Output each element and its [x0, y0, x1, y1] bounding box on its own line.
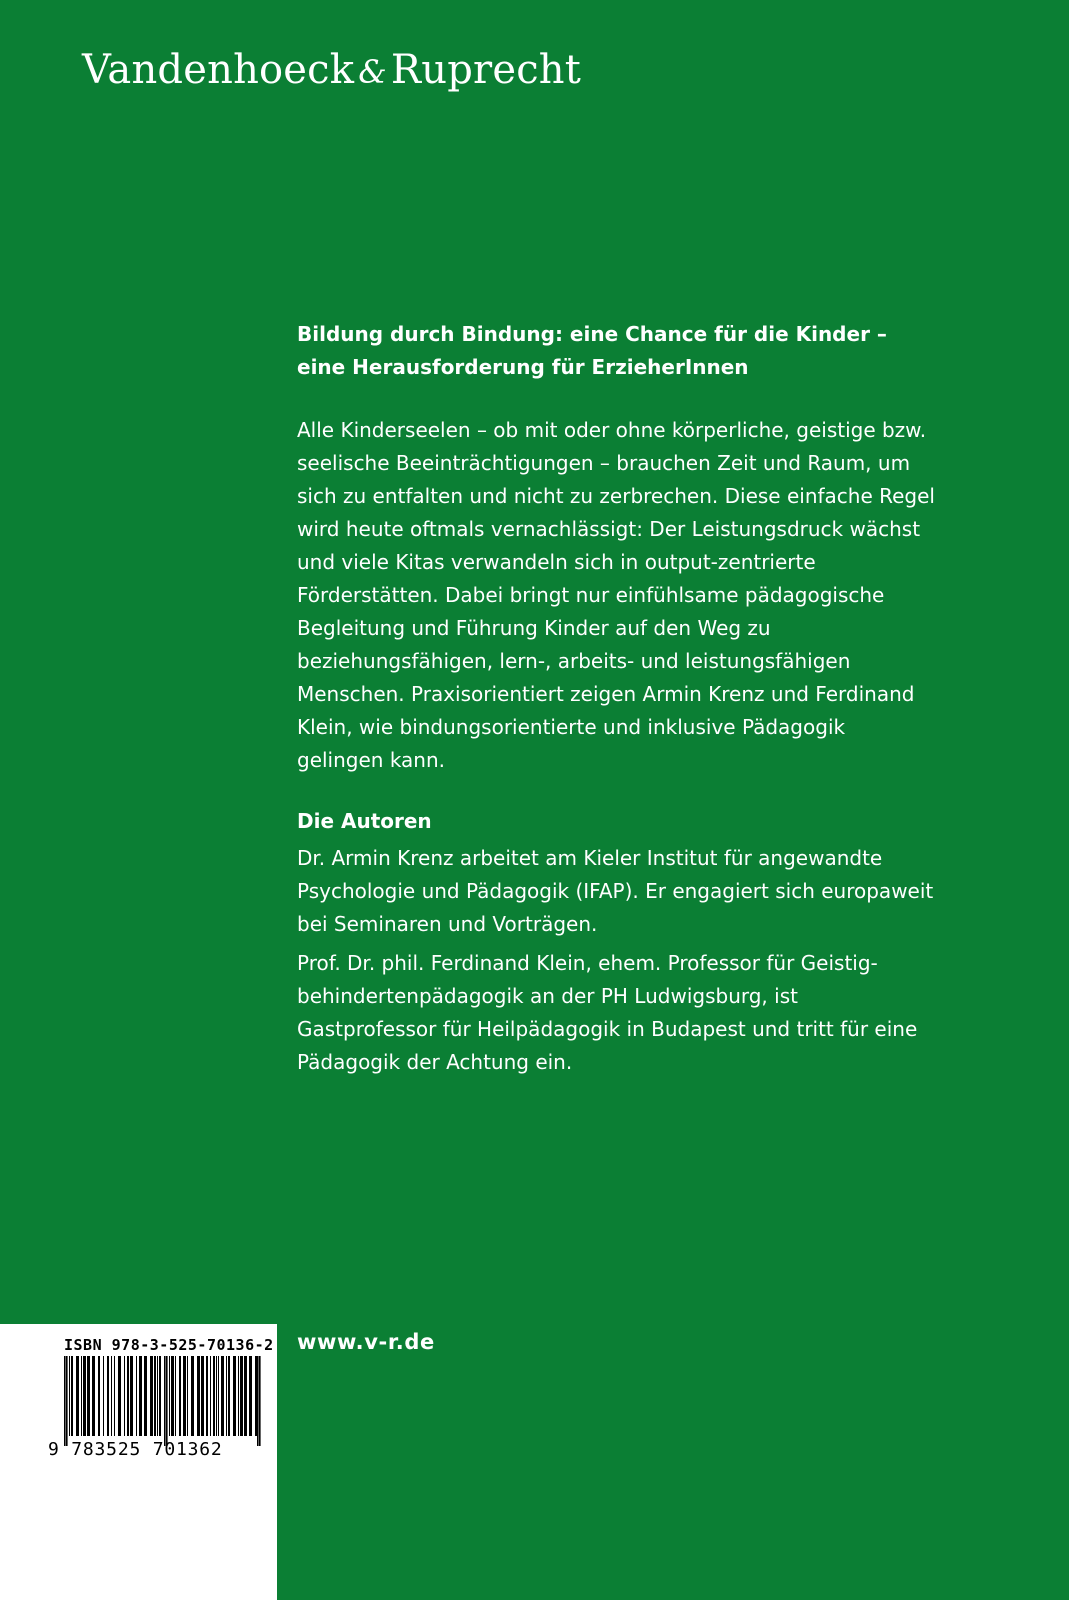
headline-line-1: Bildung durch Bindung: eine Chance für die Kinder – — [297, 322, 887, 346]
author-bio-klein: Prof. Dr. phil. Ferdinand Klein, ehem. Professor für Geistigbehindertenpädagogik an der PH Ludwigsburg, ist Gastprofessor für Heilpädagogik in Budapest und tritt für eine Pädagogik der Achtung ein. — [297, 951, 918, 1074]
authors-heading: Die Autoren — [297, 809, 432, 833]
publisher-logo — [82, 46, 581, 94]
blurb: Alle Kinderseelen – ob mit oder ohne körperliche, geistige bzw. seelische Beeinträchtigungen – brauchen Zeit und Raum, um sich zu entfalten und nicht zu zerbrechen. Diese einfache Regel wird heute oftmals vernachlässigt: Der Leistungsdruck wächst und viele Kitas verwandeln sich in output-zentrierte Förderstätten. Dabei bringt nur einfühlsame pädagogische Begleitung und Führung Kinder auf den Weg zu beziehungsfähigen, lern-, arbeits- und leistungsfähigen Menschen. Praxisorientiert zeigen Armin Krenz und Ferdinand Klein, wie bindungsorientierte und inklusive Pädagogik gelingen kann. — [297, 418, 935, 772]
back-cover-text — [297, 318, 937, 1085]
publisher-name-part2: Ruprecht — [390, 47, 582, 93]
headline — [297, 318, 937, 384]
isbn-label: ISBN 978-3-525-70136-2 — [64, 1336, 274, 1354]
barcode-digits: 9 783525 701362 — [48, 1439, 223, 1460]
isbn-barcode-box — [0, 1324, 277, 1600]
publisher-name-part1: Vandenhoeck — [82, 47, 355, 93]
website-url: www.v-r.de — [297, 1330, 435, 1354]
headline-line-2: eine Herausforderung für ErzieherInnen — [297, 355, 749, 379]
author-bio-krenz: Dr. Armin Krenz arbeitet am Kieler Institut für angewandte Psychologie und Pädagogik (IFAP). Er engagiert sich europaweit bei Seminaren und Vorträgen. — [297, 846, 934, 936]
publisher-ampersand: & — [358, 53, 387, 91]
